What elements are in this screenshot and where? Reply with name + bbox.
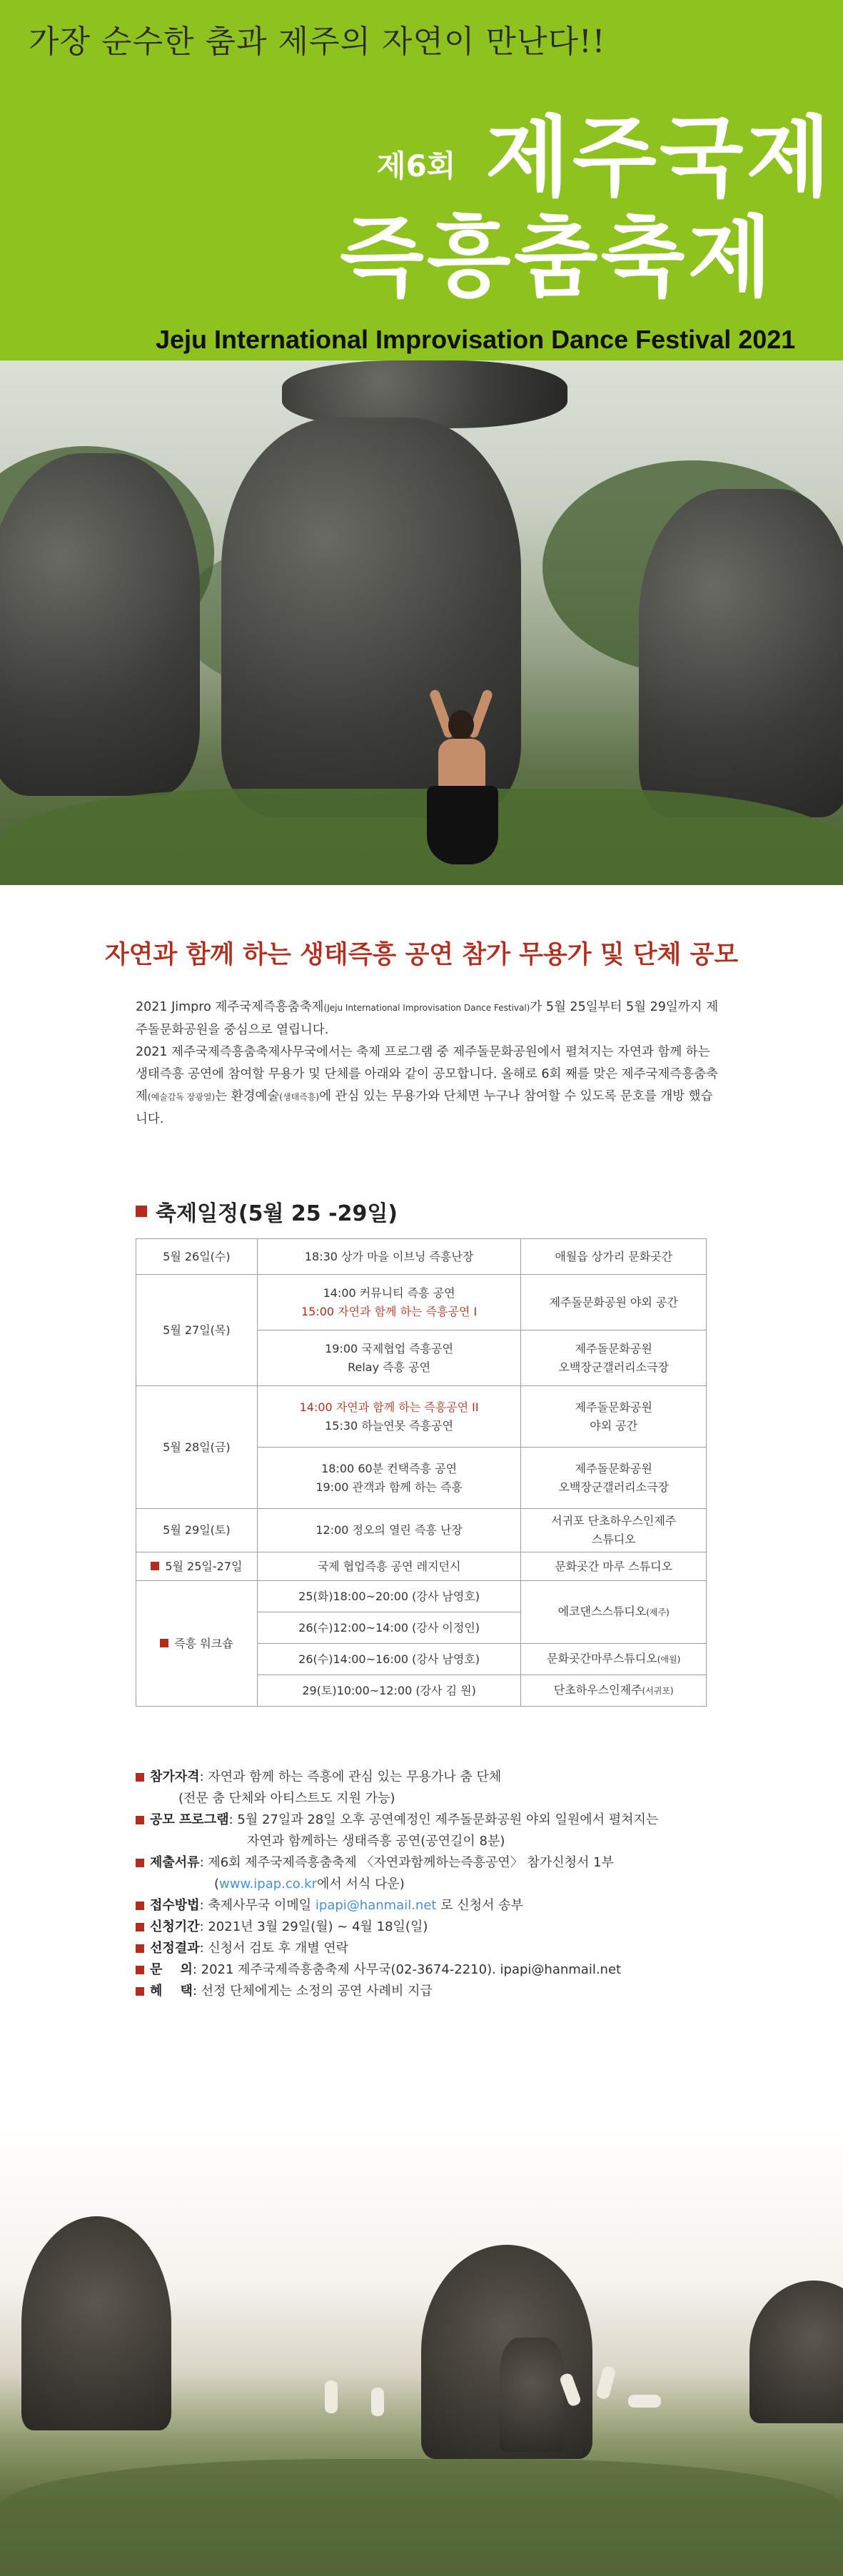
schedule-venue: 문화곳간 마루 스튜디오 <box>521 1552 707 1581</box>
website-link[interactable]: www.ipap.co.kr <box>219 1877 318 1891</box>
program-line: 18:00 60분 컨택즉흥 공연 <box>321 1461 458 1475</box>
schedule-program <box>257 1275 521 1330</box>
info-text: : 2021년 3월 29일(월) ~ 4월 18일(일) <box>199 1919 428 1934</box>
schedule-program <box>257 1448 521 1509</box>
dancers-in-stone-park-photo <box>0 2123 843 2576</box>
dancer-figure <box>423 689 501 867</box>
list-item <box>136 1981 764 2002</box>
intro-p1-english-name: (Jeju International Improvisation Dance Festival) <box>323 1003 530 1013</box>
application-info <box>136 1767 764 2002</box>
info-text: : 2021 제주국제즉흥춤축제 사무국(02-3674-2210). ipapi@hanmail.net <box>192 1962 622 1977</box>
bullet-square-icon <box>136 1206 147 1217</box>
intro-p2-text-c: 에 관심 있는 무용가와 단체면 누구나 참여할 수 있도록 문호를 개방 했습니다. <box>136 1089 713 1126</box>
workshop-session: 25(화)18:00~20:00 (강사 남영호) <box>257 1581 521 1612</box>
program-line: 15:30 하늘연못 즉흥공연 <box>325 1418 454 1433</box>
table-row <box>136 1386 707 1448</box>
intro-text <box>136 996 721 1131</box>
schedule-date: 5월 29일(토) <box>136 1509 258 1552</box>
table-row <box>136 1509 707 1552</box>
festival-title-english: Jeju International Improvisation Dance Festival 2021 <box>156 325 796 354</box>
festival-title-line2: 즉흥춤축제 <box>340 207 775 308</box>
venue-line: 에코댄스스튜디오 <box>557 1605 647 1618</box>
list-item <box>136 1959 764 1981</box>
info-label: 공모 프로그램 <box>150 1812 229 1827</box>
table-row <box>136 1552 707 1581</box>
schedule-date: 5월 28일(금) <box>136 1386 258 1509</box>
schedule-venue <box>521 1675 707 1707</box>
info-text: : 축제사무국 이메일 <box>199 1898 316 1913</box>
venue-region: (서귀포) <box>642 1686 674 1696</box>
dancer-among-stones-photo <box>0 360 843 885</box>
list-item <box>136 1895 764 1916</box>
info-label: 선정결과 <box>150 1941 200 1956</box>
info-text: : 5월 27일과 28일 오후 공연예정인 제주돌문화공원 야외 일원에서 펼쳐지는 <box>228 1812 659 1827</box>
schedule-venue <box>521 1448 707 1509</box>
info-text: : 제6회 제주국제즉흥춤축제 〈자연과함께하는즉흥공연〉 참가신청서 1부 <box>199 1855 615 1870</box>
bullet-square-icon <box>136 1901 144 1910</box>
venue-line: 야외 공간 <box>590 1418 638 1433</box>
info-text: : 자연과 함께 하는 즉흥에 관심 있는 무용가나 춤 단체 <box>199 1769 502 1784</box>
bullet-square-icon <box>136 1816 144 1824</box>
edition-label: 제6회 <box>377 148 456 183</box>
email-link[interactable]: ipapi@hanmail.net <box>315 1898 437 1913</box>
schedule-venue <box>521 1644 707 1675</box>
venue-line: 제주돌문화공원 <box>575 1341 652 1355</box>
dancer-figure <box>595 2365 616 2400</box>
intro-p2-text-b: 는 환경예술 <box>215 1089 280 1103</box>
program-line: 19:00 관객과 함께 하는 즉흥 <box>316 1480 463 1494</box>
venue-line: 제주돌문화공원 <box>575 1400 652 1414</box>
schedule-venue <box>521 1386 707 1448</box>
intro-p2-director-note: (예술감독 장광열) <box>147 1092 216 1102</box>
list-item <box>136 1916 764 1938</box>
bullet-square-icon <box>136 1987 144 1996</box>
info-text: : 신청서 검토 후 개별 연락 <box>199 1941 349 1956</box>
program-line: Relay 즉흥 공연 <box>348 1360 431 1374</box>
intro-p2-text-a: 2021 제주국제즉흥춤축제사무국에서는 축제 프로그램 중 제주돌문화공원에서 펼쳐지는 자연과 함께 하는 생태즉흥 공연에 참여할 무용가 및 단체를 아래와 같이 공모합니다. 올해로 6회 째를 맞은 제주국제즉흥춤축제 <box>136 1045 718 1103</box>
bullet-square-icon <box>136 1859 144 1867</box>
bullet-square-icon <box>136 1944 144 1953</box>
schedule-venue <box>521 1509 707 1552</box>
list-item <box>136 1938 764 1959</box>
bullet-square-icon <box>136 1923 144 1931</box>
info-label: 참가자격 <box>150 1769 200 1784</box>
bullet-square-icon <box>136 1773 144 1782</box>
intro-paragraph-1 <box>136 996 721 1041</box>
venue-line: 문화곳간마루스튜디오 <box>547 1652 657 1665</box>
schedule-venue: 애월읍 상가리 문화곳간 <box>521 1239 707 1275</box>
info-text-continued: (www.ipap.co.kr에서 서식 다운) <box>214 1877 405 1891</box>
intro-paragraph-2 <box>136 1041 721 1131</box>
info-text-continued: 자연과 함께하는 생태즉흥 공연(공연길이 8분) <box>247 1834 505 1849</box>
venue-line: 서귀포 단초하우스인제주 <box>551 1514 677 1527</box>
venue-line: 스튜디오 <box>591 1532 636 1546</box>
intro-p1-text-b: 가 5월 25일부터 5월 29일까지 제주돌문화공원을 중심으로 열립니다. <box>136 1000 719 1037</box>
info-text: 에서 서식 다운) <box>317 1877 405 1891</box>
info-text-continued: (전문 춤 단체와 아티스트도 지원 가능) <box>178 1791 395 1806</box>
schedule-date <box>136 1552 258 1581</box>
schedule-program <box>257 1386 521 1448</box>
bullet-square-icon <box>136 1966 144 1974</box>
schedule-program: 12:00 정오의 열린 즉흥 난장 <box>257 1509 521 1552</box>
intro-p1-text-a: 2021 Jimpro 제주국제즉흥춤축제 <box>136 1000 324 1014</box>
workshop-label: 즉흥 워크숍 <box>174 1636 233 1650</box>
schedule-date: 5월 26일(수) <box>136 1239 258 1275</box>
venue-line: 오백장군갤러리소극장 <box>558 1480 669 1494</box>
festival-title-line1: 제주국제 <box>485 107 834 208</box>
schedule-venue <box>521 1581 707 1644</box>
list-item <box>136 1809 764 1831</box>
list-item <box>136 1767 764 1788</box>
info-label: 제출서류 <box>150 1855 200 1870</box>
schedule-program: 국제 협업즉흥 공연 레지던시 <box>257 1552 521 1581</box>
info-label: 접수방법 <box>150 1898 200 1913</box>
tagline: 가장 순수한 춤과 제주의 자연이 만난다!! <box>29 24 606 60</box>
info-label: 혜 택 <box>150 1984 193 1999</box>
bullet-square-icon <box>160 1639 168 1647</box>
info-text: 로 신청서 송부 <box>436 1898 523 1913</box>
program-line-highlight: 14:00 자연과 함께 하는 즉흥공연 II <box>299 1400 479 1414</box>
schedule-program: 18:30 상가 마을 이브닝 즉흥난장 <box>257 1239 521 1275</box>
program-line: 14:00 커뮤니티 즉흥 공연 <box>323 1286 455 1300</box>
schedule-venue: 제주돌문화공원 야외 공간 <box>521 1275 707 1330</box>
workshop-label-cell <box>136 1581 258 1707</box>
schedule-heading-text: 축제일정(5월 25 -29일) <box>156 1201 398 1226</box>
recruitment-headline: 자연과 함께 하는 생태즉흥 공연 참가 무용가 및 단체 공모 <box>104 941 739 969</box>
festival-schedule-table <box>136 1238 707 1707</box>
schedule-program <box>257 1330 521 1386</box>
list-item <box>136 1852 764 1874</box>
table-row <box>136 1581 707 1612</box>
workshop-session: 26(수)12:00~14:00 (강사 이정인) <box>257 1612 521 1644</box>
bullet-square-icon <box>151 1562 159 1570</box>
venue-region: (애월) <box>657 1655 681 1665</box>
venue-line: 제주돌문화공원 <box>575 1461 652 1475</box>
table-row <box>136 1275 707 1330</box>
table-row <box>136 1239 707 1275</box>
dancer-figure <box>325 2380 338 2413</box>
festival-header <box>0 0 843 360</box>
workshop-session: 29(토)10:00~12:00 (강사 김 원) <box>257 1675 521 1707</box>
workshop-session: 26(수)14:00~16:00 (강사 남영호) <box>257 1644 521 1675</box>
program-line: 19:00 국제협업 즉흥공연 <box>325 1341 454 1355</box>
info-label: 문 의 <box>150 1962 193 1977</box>
residency-date: 5월 25일-27일 <box>165 1559 243 1573</box>
schedule-venue <box>521 1330 707 1386</box>
dancer-figure <box>628 2395 661 2408</box>
intro-p2-eco-note: (생태즉흥) <box>279 1092 320 1102</box>
info-text: : 선정 단체에게는 소정의 공연 사례비 지급 <box>192 1984 433 1999</box>
program-line-highlight: 15:00 자연과 함께 하는 즉흥공연 I <box>301 1304 478 1318</box>
schedule-date: 5월 27일(목) <box>136 1275 258 1386</box>
schedule-heading <box>136 1196 398 1227</box>
info-label: 신청기간 <box>150 1919 200 1934</box>
venue-line: 단초하우스인제주 <box>553 1683 642 1697</box>
venue-region: (제주) <box>646 1607 670 1617</box>
venue-line: 오백장군갤러리소극장 <box>558 1360 669 1374</box>
dancer-figure <box>371 2388 384 2416</box>
